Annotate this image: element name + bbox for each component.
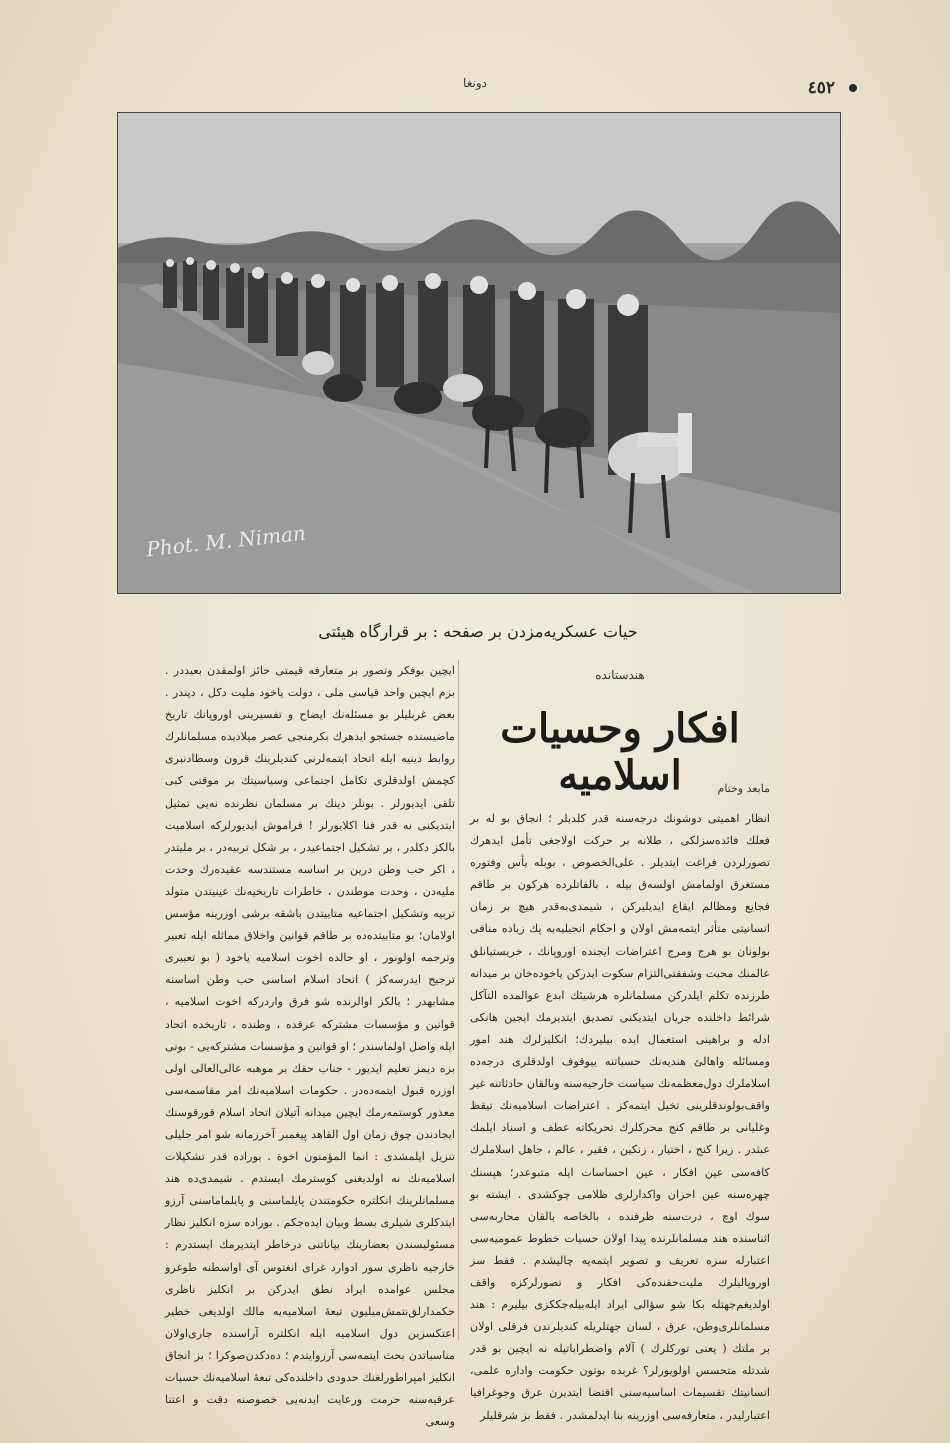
- column-divider: [458, 660, 459, 1340]
- section-label: هندستانده: [595, 668, 645, 682]
- photo-illustration: [118, 113, 840, 593]
- article-title: افکار وحسیات اسلامیه: [500, 705, 740, 799]
- article-subtitle: مابعد وختام: [717, 782, 770, 795]
- paragraph: ایچین بوفکر وتصور بر متعارفه قیمتی حائز اولمقدن بعیددر . بزم ایچین واحد قیاسی ملی ، دولت یاخود ملیت دکل ، دیندر . بعض غربلیلر بو مسئله‌نك ایضاح و تفسیرینی اوروپانك تاریخ ماضیسنده جستجو ایدهرك بکرمنجی عصر میلادیده مسلمانلرك روابط دینیه ایله اتحاد ایتمه‌لرنی کندیلرینك قرون وسطادنبری کچمش اولدقلری تکامل اجتماعی وسیاسیتك بر موقتی کبی تلقی ایدیورلر . بونلر دینك بر مسلمان نظرنده نه‌یی تمثیل ایتدیکنی نه قدر فنا اکلایورلر ! فراموش ایدیورلرکه اسلامیت بالکز دکلدر ، بر تشکیل اجتماعیدر ، بر شکل تربیه‌در ، بر ملیتدر ، اکر حب وطن درین بر اساسه مستندسه عقیده‌رك وحدت ملیه‌دن ، وحدت موطندن ، خاطرات تاریخیه‌نك عینیتدن متولد تربیه وتشکیل اجتماعیه متاییتدن باشقه برشی اوزرینه مؤسس اولامان؛ بو متاییتده‌ده بر طاقم قوانین واخلاق مماثله ایله تعبیر وترجمه اولونور ، او حالده اخوت اسلامیه یاخود ( بو تعبیری ترجیح ایدرسه‌کز ) اتحاد اسلام اساسی حب وطن اساسنه مشابهدر ؛ یالکز اوالرنده شو فرق واردرکه اخوت اسلامیه ، قوانین و مؤسسات مشترکه عرقده ، وطنده ، تاریخده اتحاد ایله واصل اولماسندر ؛ او قوانین و مؤسسات مشترکه‌یی - بونی بزه دیمز تعلیم ایدیور - جناب حقك بر موهبه عالی‌العالی اولی اوزره قبول ایتمه‌ده‌در . حکومات اسلامیه‌نك امر مقاسمه‌سی معذور کوستمه‌رمك ایچین میدانه آتیلان اتحاد اسلام قورقوسنك ایجادندن چوق زمان اول القاهد پیغمبر آخرزمانه شو امر جلیلی تنزیل ایلمشدی : انما المؤمنون اخوة . بوراده قدر تشکیلات اسلامیه‌نك نه اولدیغنی کوسترمك ایستدم . شیمدی‌ده هند مسلمانلرینك انکلتره حکومتندن پایلماسنی و پایلماماسنی آرزو ایتدکلری شیلری بسط وبیان ایده‌جکم . بوراده سزه انکلیز نظار مسئولیسندن بعضارینك بیاناتنی درخاطر ایتدیرمك ایستدرم : خارجیه ناظری سور ادوارد غرای انغتوس آی اواسطنه طوغرو مجلس عوامده ایراد نطق ایدرکن بر انکلیز ناظری حکمدارلق‌نتمش‌میلیون تبعهٔ اسلامیه‌یه مالك اولدیغی خطیر اعتکسزین دول اسلامیه ایله انکلتره آراسنده جاری‌اولان مناسباتدن بحث ایتمه‌سی آرزوایتدم ؛ ده‌دکدن‌صوکرا ؛ بز انجاق انکلیز امپراطورلغنك حدودی داخلنده‌کی تبعهٔ اسلامیه‌نك حسیات عرقیه‌سنه حرمت ورعایت ایدنه‌یی خصوصنه دقت و اعتنا وسعی: [164, 664, 455, 1429]
- article-column-left: [165, 660, 455, 1433]
- page-header: [115, 78, 835, 102]
- page-number: ٤٥٢: [807, 78, 835, 98]
- magazine-name: دونغا: [463, 76, 487, 90]
- cavalry-photo: [117, 112, 841, 594]
- article-column-right: [470, 808, 770, 1427]
- paragraph: انظار اهمیتی دوشونك درجه‌سنه قدر کلدیلر ؛ انجاق بو له بر فعلك فائده‌سزلکی ، طلانه بر حرکت اولاجغی تأمل ایدهرك تصورلردن فراغت ایتدیلر . علی‌الخصوص ، بوبله یأس وفتوره مستغرق اولمامش اولسه‌ق بیله ، بالفاتلرده هرکون بر طاقم فجایع ومظالم ایقاع ایدیلیرکن ، شیمدی‌به‌قدر هیچ بر زمان انسانیتی متأثر ایتمه‌مش اولان و احکام انجیلیه‌یه پك زیاده منافی بولونان بو هرج ومرج اعتراضات ایجنده اوروپانك ، خریستیانلق عالمنك محبت وشفقتی‌التزام سکوت ایدرکن یاخوده‌خان بر میدانه طرزنده تکلم ایلدرکن مسلمانلره هرشیئك ابدع عوالمده التآکل شرائط داخلنده جریان ایتدیکنی تصدیق ایتدیرمك ایجین هانکی ادله و براهینی استعمال ایده بیلیردك؛ انکلیزلرك هند امور ومسائله واهالئ هندیه‌نك حسیاتنه ییوقوف اولدقلری درجه‌ده اسلاملرك دول‌معظمه‌نك سیاست خارجیه‌سنه وبالقان حادثاتنه غیر واقف‌بولوندقلرینی تخیل ایتمه‌کز . اعتراضات اسلامیه‌نك تیقظ وغلیانی بر طاقم کنج محرکلرك تحریکاته عطف و اسناد ایلمك عبثدر . زیرا کنج ، اختیار ، زنکین ، فقیر ، عالم ، جاهل اسلاملرك کافه‌سی عین افکار ، عین احساسات ایله متبوعدر؛ هپسنك چهره‌سنه عین احزان واکدارلری ظلامی چوکشدی . ایشته بو سوك اوچ ، درت‌سنه ظرفنده ، بالخاصه بالقان محاربه‌سی اثناسنده هند مسلمانلرنده پیدا اولان حسیات خطوط عمومیه‌سی اعتبارله سزه تعریف و تصویر ایتمه‌یه چالیشدم . فقط سز اوروپالیلرك ملیت‌حقنده‌کی افکار و تصورلرکزه واقف اولدیغم‌جهتله بکا شو سؤالی ایراد ایله‌بیله‌جککزی بیلیرم : هند مسلمانلری‌وطن، عرق ، لسان جهتلریله کندیلرندن فرقلی اولان بر ملتك ( یعنی تورکلرك ) آلام واضطراباتیله نه ایچین بو قدر شدتله متحسس اولویورلر؟ غربده بوتون حکومت واداره علمی، انسانیتك تقسیمات اساسیه‌سنی اقتضا ایتدیرن عرق وجوغرافیا اعتبارلیدر ، متعارفه‌سی اوزرینه بنا ایدلمشدر . فقط بز شرقلیلر: [470, 812, 770, 1422]
- photo-caption: حیات عسکریه‌مزدن بر صفحه : بر قرارگاه هیئتی: [318, 622, 638, 641]
- photo-credit: Phot. M. Niman: [145, 520, 307, 562]
- bullet-icon: [849, 84, 857, 92]
